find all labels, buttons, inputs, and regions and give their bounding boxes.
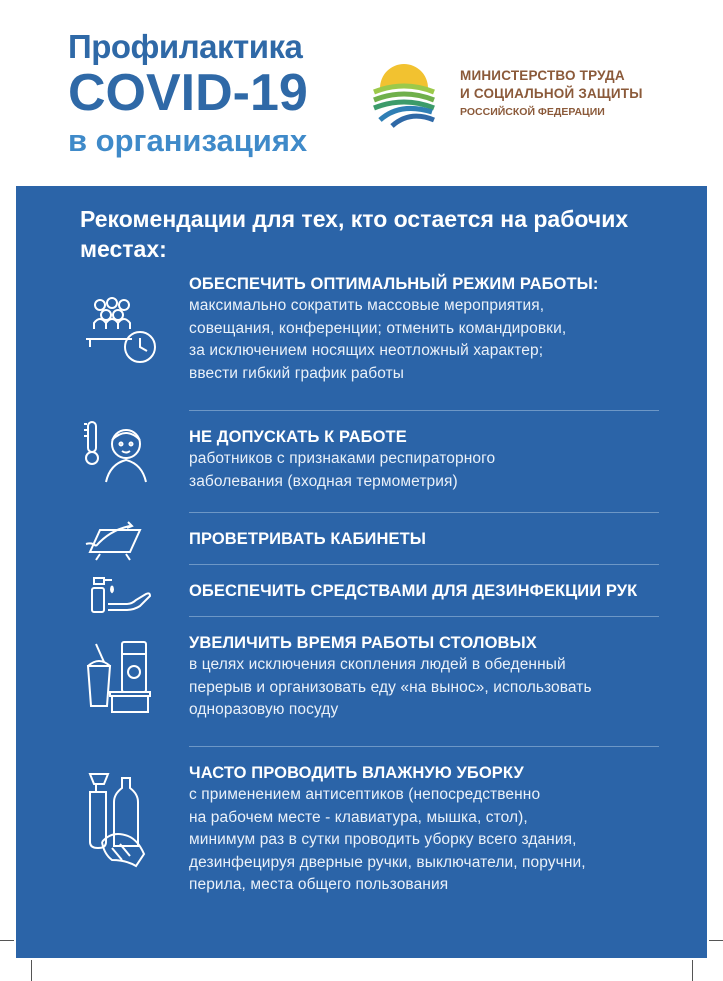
- separator: [189, 512, 659, 513]
- takeaway-food-icon: [82, 636, 162, 720]
- title-line-3: в организациях: [68, 123, 308, 158]
- crop-mark: [709, 940, 723, 941]
- separator: [189, 746, 659, 747]
- panel-heading: Рекомендации для тех, кто остается на рабочих местах:: [80, 206, 629, 262]
- item-text: [189, 426, 669, 493]
- item-description-line: одноразовую посуду: [189, 701, 339, 718]
- item-description-line: дезинфецируя дверные ручки, выключатели, поручни,: [189, 853, 586, 871]
- crop-mark: [0, 940, 14, 941]
- poster: [16, 0, 707, 958]
- item-title: ОБЕСПЕЧИТЬ СРЕДСТВАМИ ДЛЯ ДЕЗИНФЕКЦИИ РУК: [189, 582, 638, 600]
- ministry-line-3: РОССИЙСКОЙ ФЕДЕРАЦИИ: [460, 106, 605, 118]
- item-description-line: в целях исключения скопления людей в обеденный: [189, 656, 566, 673]
- recommendations-panel: [16, 186, 707, 958]
- item-text: [189, 580, 669, 602]
- item-description-line: с применением антисептиков (непосредственно: [189, 786, 541, 803]
- item-description-line: ввести гибкий график работы: [189, 364, 405, 382]
- hand-sanitizer-icon: [82, 576, 162, 616]
- item-description-line: перила, места общего пользования: [189, 876, 449, 893]
- separator: [189, 410, 659, 411]
- crop-mark: [692, 960, 693, 981]
- title-line-2: COVID-19: [68, 64, 308, 122]
- separator: [189, 616, 659, 617]
- item-text: [189, 273, 669, 385]
- item-description-line: за исключением носящих неотложный характер;: [189, 342, 544, 359]
- ministry-name: [460, 67, 643, 121]
- item-title: ОБЕСПЕЧИТЬ ОПТИМАЛЬНЫЙ РЕЖИМ РАБОТЫ:: [189, 275, 599, 293]
- item-title: УВЕЛИЧИТЬ ВРЕМЯ РАБОТЫ СТОЛОВЫХ: [189, 634, 537, 652]
- ministry-line-1: МИНИСТЕРСТВО ТРУДА: [460, 68, 625, 83]
- title-line-1: Профилактика: [68, 28, 303, 65]
- item-description-line: работников с признаками респираторного: [189, 450, 496, 467]
- item-description-line: на рабочем месте - клавиатура, мышка, стол),: [189, 808, 528, 826]
- crop-mark: [31, 960, 32, 981]
- ministry-line-2: И СОЦИАЛЬНОЙ ЗАЩИТЫ: [460, 86, 643, 101]
- item-text: [189, 528, 669, 550]
- cleaning-supplies-icon: [82, 768, 162, 870]
- separator: [189, 564, 659, 565]
- item-description-line: минимум раз в сутки проводить уборку всего здания,: [189, 831, 577, 848]
- poster-title: [68, 30, 308, 156]
- thermometer-person-icon: [82, 418, 162, 484]
- item-description-line: совещания, конференции; отменить командировки,: [189, 319, 567, 337]
- item-title: НЕ ДОПУСКАТЬ К РАБОТЕ: [189, 428, 407, 446]
- item-title: ЧАСТО ПРОВОДИТЬ ВЛАЖНУЮ УБОРКУ: [189, 764, 524, 782]
- item-text: [189, 632, 669, 722]
- meeting-clock-icon: [82, 295, 162, 365]
- item-description-line: заболевания (входная термометрия): [189, 472, 458, 490]
- item-title: ПРОВЕТРИВАТЬ КАБИНЕТЫ: [189, 530, 427, 548]
- ministry-logo-icon: [370, 58, 438, 128]
- ventilation-icon: [82, 516, 162, 562]
- item-description-line: перерыв и организовать еду «на вынос», использовать: [189, 678, 592, 696]
- item-text: [189, 762, 669, 897]
- item-description-line: максимально сократить массовые мероприятия,: [189, 297, 545, 314]
